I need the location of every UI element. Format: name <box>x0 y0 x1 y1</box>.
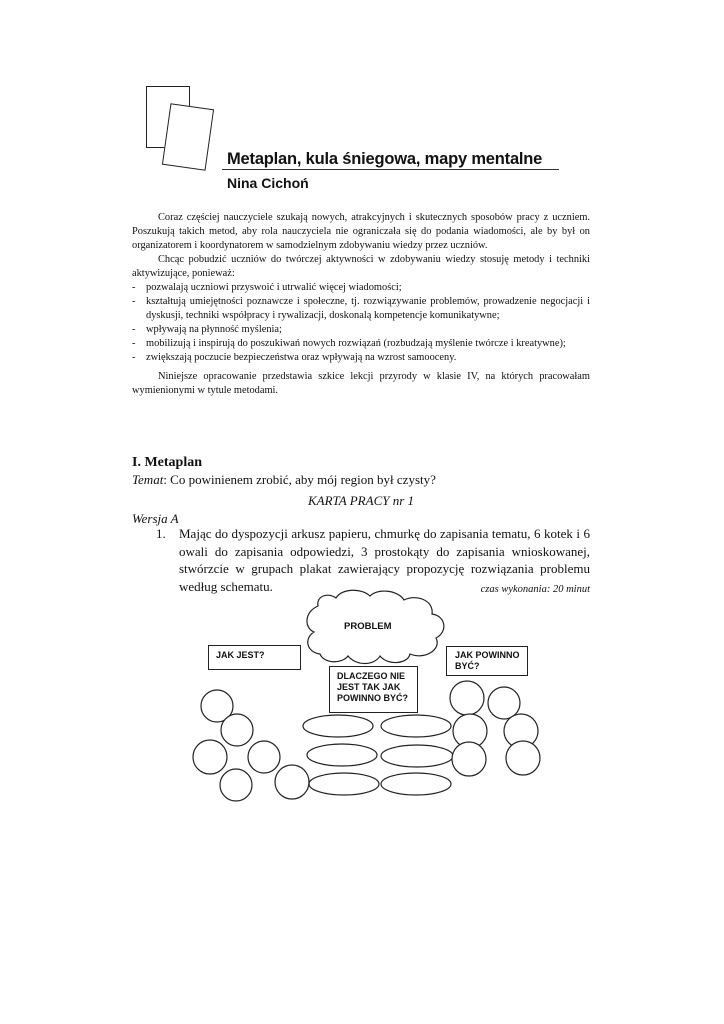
task-text: Mając do dyspozycji arkusz papieru, chmurkę do zapisania tematu, 6 kotek i 6 owali do zapisania odpowiedzi, 3 prostokąty do zapisania wnioskowanej, stwórzcie w grupach plakat zawierający propozycję rozwiązania problemu według schematu. <box>179 526 590 594</box>
answer-circle <box>220 769 252 801</box>
bullet-dash: - <box>132 338 136 349</box>
answer-oval <box>309 773 379 795</box>
intro-paragraph-2: Chcąc pobudzić uczniów do twórczej aktywności w zdobywaniu wiedzy stosuję metody i techniki aktywizujące, ponieważ: <box>132 254 590 279</box>
intro-paragraph-3: Niniejsze opracowanie przedstawia szkice lekcji przyrody w klasie IV, na których pracowałam wymienionymi w tytule metodami. <box>132 371 590 396</box>
task-number: 1. <box>156 526 166 541</box>
list-item-text: pozwalają uczniowi przyswoić i utrwalić więcej wiadomości; <box>146 282 402 293</box>
article-author: Nina Cichoń <box>227 175 309 191</box>
answer-circle <box>452 742 486 776</box>
list-item-text: zwiększają poczucie bezpieczeństwa oraz wpływają na wzrost samooceny. <box>146 352 457 363</box>
box-why-not: DLACZEGO NIE JEST TAK JAK POWINNO BYĆ? <box>329 666 418 713</box>
answer-circle <box>275 765 309 799</box>
time-limit: czas wykonania: 20 minut <box>480 584 590 595</box>
center-ovals <box>303 715 453 795</box>
answer-oval <box>307 744 377 766</box>
answer-circle <box>248 741 280 773</box>
right-circles <box>450 681 540 776</box>
list-item-text: kształtują umiejętności poznawcze i społeczne, tj. rozwiązywanie problemów, prowadzenie negocjacji i dyskusji, techniki współpracy i rywalizacji, doskonalą kompetencje komunikatywne; <box>146 296 590 321</box>
article-title: Metaplan, kula śniegowa, mapy mentalne <box>227 150 543 168</box>
answer-circle <box>193 740 227 774</box>
box-how-it-should-be: JAK POWINNO BYĆ? <box>446 646 528 676</box>
bullet-dash: - <box>132 296 136 307</box>
section-heading: I. Metaplan <box>132 455 202 470</box>
answer-circle <box>506 741 540 775</box>
answer-oval <box>381 773 451 795</box>
bullet-dash: - <box>132 352 136 363</box>
box-how-it-is: JAK JEST? <box>208 645 301 670</box>
list-item-text: mobilizują i inspirują do poszukiwań nowych rozwiązań (rozbudzają myślenie twórcze i kreatywne); <box>146 338 566 349</box>
worksheet-title: KARTA PRACY nr 1 <box>307 493 415 508</box>
bullet-dash: - <box>132 282 136 293</box>
list-item-text: wpływają na płynność myślenia; <box>146 324 282 335</box>
left-circles <box>193 690 309 801</box>
topic-text: : Co powinienem zrobić, aby mój region był czysty? <box>163 472 436 487</box>
cloud-label: PROBLEM <box>344 621 392 632</box>
answer-circle <box>221 714 253 746</box>
version-label: Wersja A <box>132 511 179 526</box>
intro-paragraph-1: Coraz częściej nauczyciele szukają nowych, atrakcyjnych i skutecznych sposobów pracy z uczniem. Poszukują takich metod, aby rola nauczyciela nie ograniczała się do podania wiadomości, ale by był on organizatorem i koordynatorem w samodzielnym zdobywaniu wiedzy przez uczniów. <box>132 212 590 251</box>
bullet-dash: - <box>132 324 136 335</box>
answer-oval <box>381 715 451 737</box>
answer-oval <box>303 715 373 737</box>
answer-oval <box>381 745 453 767</box>
answer-circle <box>450 681 484 715</box>
topic-label: Temat <box>132 472 164 487</box>
answer-circle <box>488 687 520 719</box>
